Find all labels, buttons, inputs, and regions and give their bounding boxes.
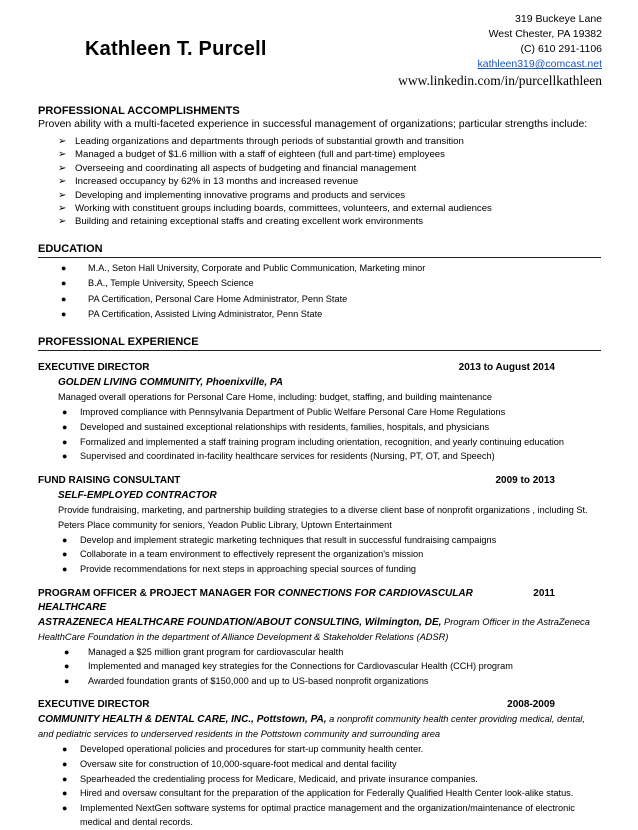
arrow-bullet-icon: ➢: [58, 189, 67, 201]
phone-number: (C) 610 291-1106: [520, 43, 602, 55]
section-title: PROFESSIONAL ACCOMPLISHMENTS: [38, 105, 240, 117]
section-divider: [38, 350, 601, 351]
job-dates: 2008-2009: [507, 699, 555, 711]
job-organization: SELF-EMPLOYED CONTRACTOR: [58, 489, 217, 501]
job-organization: [38, 712, 601, 742]
job-dates: 2011: [533, 587, 555, 599]
list-item: ➢ Increased occupancy by 62% in 13 months and increased revenue: [58, 176, 359, 188]
education-section: [38, 242, 601, 323]
resume-body: [38, 104, 601, 830]
bullet-icon: ●: [62, 549, 68, 560]
job-title: EXECUTIVE DIRECTOR: [38, 362, 150, 374]
list-item: ● PA Certification, Assisted Living Administrator, Penn State: [38, 307, 601, 322]
list-item: ● Formalized and implemented a staff training program including orientation, recognition, and yearly continuing education: [38, 435, 601, 450]
job-title-italic: CONNECTIONS FOR CARDIOVASCULAR HEALTHCARE: [38, 587, 473, 613]
job-organization-name: COMMUNITY HEALTH & DENTAL CARE, INC., Pottstown, PA,: [38, 714, 327, 726]
accomplishments-section: [38, 104, 601, 229]
list-item: ● Managed a $25 million grant program for cardiovascular health: [38, 645, 601, 660]
list-item: ➢ Working with constituent groups including boards, committees, volunteers, and external audiences: [58, 203, 492, 215]
bullet-icon: ●: [62, 436, 68, 447]
list-item: ● M.A., Seton Hall University, Corporate and Public Communication, Marketing minor: [38, 261, 601, 276]
bullet-icon: ●: [61, 262, 67, 273]
bullet-icon: ●: [61, 278, 67, 289]
linkedin-url[interactable]: www.linkedin.com/in/purcellkathleen: [398, 73, 602, 88]
bullet-icon: ●: [62, 802, 68, 813]
job-dates: 2009 to 2013: [495, 474, 555, 486]
list-item: ● Oversaw site for construction of 10,000-square-foot medical and dental facility: [38, 757, 601, 772]
arrow-bullet-icon: ➢: [58, 136, 67, 147]
job-organization-note: a nonprofit community health center providing medical, dental, and pediatric services to underserved residents in the Pottstown community and surrounding area: [38, 714, 585, 740]
arrow-bullet-icon: ➢: [58, 176, 67, 188]
arrow-bullet-icon: ➢: [58, 149, 67, 161]
list-item: ➢ Developing and implementing innovative programs and products and services: [58, 189, 406, 201]
job-duties-list: [38, 742, 601, 830]
section-title: PROFESSIONAL EXPERIENCE: [38, 336, 199, 349]
list-item: ● Supervised and coordinated in-facility healthcare services for residents (Nursing, PT, OT, and Speech): [38, 449, 601, 464]
bullet-icon: ●: [62, 773, 68, 784]
bullet-icon: ●: [62, 744, 68, 755]
job-description: Managed overall operations for Personal Care Home, including: budget, staffing, and building maintenance: [58, 392, 492, 403]
list-item: ➢ Leading organizations and departments through periods of substantial growth and transition: [58, 136, 464, 147]
job-title: PROGRAM OFFICER & PROJECT MANAGER FOR CONNECTIONS FOR CARDIOVASCULAR HEALTHCARE: [38, 587, 473, 613]
list-item: ● Develop and implement strategic marketing techniques that result in successful fundraising campaigns: [38, 533, 601, 548]
job-header: [38, 361, 601, 375]
job-header: [38, 587, 601, 615]
job-organization-name: ASTRAZENECA HEALTHCARE FOUNDATION/ABOUT CONSULTING, Wilmington, DE,: [38, 616, 442, 628]
bullet-icon: ●: [62, 759, 68, 769]
job-organization-note: Program Officer in the AstraZeneca HealthCare Foundation in the department of Alliance Development & Stakeholder Relations (ADSR): [38, 616, 590, 642]
job-organization: GOLDEN LIVING COMMUNITY, Phoenixville, PA: [58, 377, 284, 389]
job-header: [38, 474, 601, 488]
job-duties-list: [38, 405, 601, 463]
education-list: [38, 261, 601, 323]
list-item: ● Developed and sustained exceptional relationships with residents, families, hospitals, and physicians: [38, 420, 601, 435]
list-item: ● Implemented and managed key strategies for the Connections for Cardiovascular Health (CCH) program: [38, 659, 601, 674]
section-divider: [38, 257, 601, 258]
job-entry: [38, 698, 601, 830]
email-link[interactable]: kathleen319@comcast.net: [477, 58, 602, 70]
accomplishments-list: [38, 135, 601, 229]
experience-section: [38, 335, 601, 830]
job-duties-list: [38, 645, 601, 689]
arrow-bullet-icon: ➢: [58, 162, 67, 174]
list-item: ● Developed operational policies and procedures for start-up community health center.: [38, 742, 601, 757]
list-item: ● Collaborate in a team environment to effectively represent the organization's mission: [38, 547, 601, 562]
accomplishments-intro: Proven ability with a multi-faceted experience in successful management of organizations; particular strengths include:: [38, 118, 588, 130]
address-line-1: 319 Buckeye Lane: [515, 13, 602, 25]
bullet-icon: ●: [64, 661, 70, 672]
arrow-bullet-icon: ➢: [58, 216, 67, 228]
bullet-icon: ●: [61, 293, 67, 304]
list-item: ➢ Managed a budget of $1.6 million with a staff of eighteen (full and part-time) employees: [58, 149, 445, 161]
bullet-icon: ●: [62, 422, 68, 433]
list-item: ● Spearheaded the credentialing process for Medicare, Medicaid, and private insurance companies.: [38, 772, 601, 787]
list-item: ● Provide recommendations for next steps in approaching special sources of funding: [38, 562, 601, 577]
job-dates: 2013 to August 2014: [458, 362, 555, 374]
list-item: ● Improved compliance with Pennsylvania Department of Public Welfare Personal Care Home Regulations: [38, 405, 601, 420]
list-item: ➢ Overseeing and coordinating all aspects of budgeting and financial management: [58, 162, 417, 174]
list-item: ➢ Building and retaining exceptional staffs and creating excellent work environments: [58, 216, 424, 228]
job-entry: [38, 474, 601, 577]
job-header: [38, 698, 601, 712]
bullet-icon: ●: [61, 309, 67, 320]
job-title: EXECUTIVE DIRECTOR: [38, 699, 150, 711]
list-item: ● Awarded foundation grants of $150,000 and up to US-based nonprofit organizations: [38, 674, 601, 689]
bullet-icon: ●: [62, 451, 68, 462]
list-item: ● Implemented NextGen software systems for optimal practice management and the organization/maintenance of electronic medical and dental records.: [62, 802, 575, 828]
bullet-icon: ●: [62, 407, 68, 418]
bullet-icon: ●: [62, 564, 68, 575]
job-description: Provide fundraising, marketing, and partnership building strategies to a diverse client base of nonprofit organizations , including St. Peters Place community for seniors, Yeadon Public Library, Uptown Entertainment: [58, 504, 588, 530]
job-entry: [38, 587, 601, 689]
resume-header: [0, 0, 638, 100]
job-title: FUND RAISING CONSULTANT: [38, 474, 181, 486]
arrow-bullet-icon: ➢: [58, 203, 67, 215]
section-title: EDUCATION: [38, 242, 103, 255]
bullet-icon: ●: [62, 788, 68, 799]
address-line-2: West Chester, PA 19382: [488, 28, 602, 40]
contact-block: [398, 12, 602, 89]
job-entry: [38, 361, 601, 463]
candidate-name: Kathleen T. Purcell: [85, 38, 267, 60]
list-item: ● B.A., Temple University, Speech Science: [38, 276, 601, 291]
job-organization: [38, 615, 601, 645]
bullet-icon: ●: [64, 675, 70, 686]
bullet-icon: ●: [62, 534, 68, 545]
list-item: ● Hired and oversaw consultant for the preparation of the application for Federally Qualified Health Center look-alike status.: [38, 786, 601, 801]
list-item: ● PA Certification, Personal Care Home Administrator, Penn State: [38, 292, 601, 307]
job-duties-list: [38, 533, 601, 577]
bullet-icon: ●: [64, 646, 70, 657]
